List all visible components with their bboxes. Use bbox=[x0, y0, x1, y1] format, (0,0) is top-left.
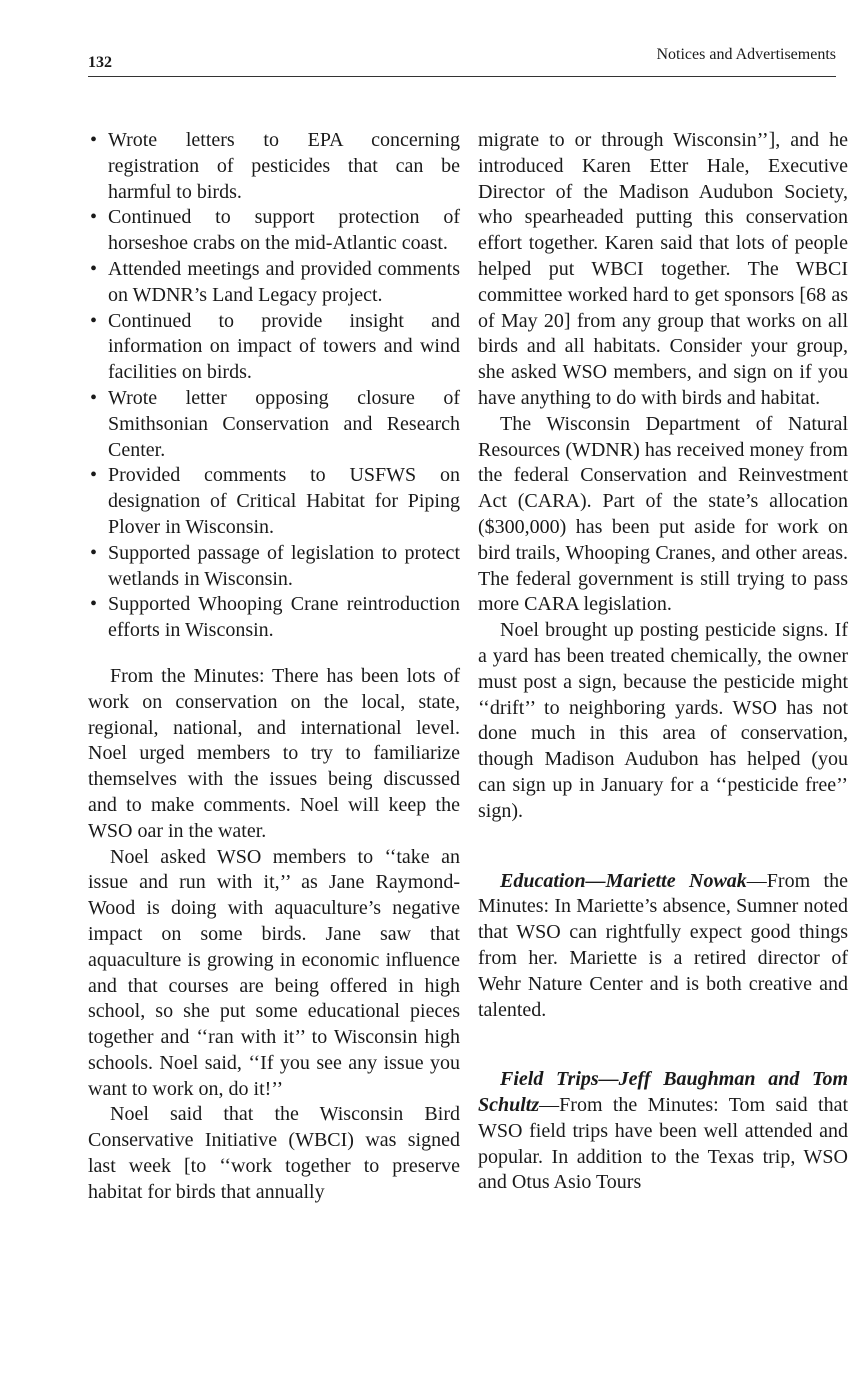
education-section bbox=[478, 869, 848, 1024]
list-item: • Attended meetings and provided comments on WDNR’s Land Legacy project. bbox=[88, 257, 460, 309]
section-text: —From the Minutes: Tom said that WSO field trips have been well attended and popular. In addition to the Texas trip, WSO and Otus Asio Tours bbox=[478, 1094, 848, 1194]
section-heading: Field Trips—Jeff Baughman and Tom Schultz bbox=[478, 1068, 848, 1117]
body-paragraph: Noel said that the Wisconsin Bird Conservative Initiative (WBCI) was signed last week [to ‘‘work together to preserve habitat for birds that annually bbox=[88, 1103, 460, 1203]
list-item: • Continued to support protection of horseshoe crabs on the mid-Atlantic coast. bbox=[88, 205, 460, 257]
running-head: Notices and Advertisements bbox=[656, 46, 836, 63]
section-text: —From the Minutes: In Mariette’s absence, Sumner noted that WSO can rightfully expect good things from her. Mariette is a retired director of Wehr Nature Center and is both creative and talented. bbox=[478, 869, 848, 1021]
conservation-activity-list bbox=[88, 128, 460, 644]
list-item: • Supported Whooping Crane reintroduction efforts in Wisconsin. bbox=[88, 592, 460, 644]
section-heading: Education—Mariette Nowak bbox=[500, 869, 747, 892]
right-column bbox=[478, 128, 848, 1196]
list-item: • Wrote letter opposing closure of Smithsonian Conservation and Research Center. bbox=[88, 386, 460, 463]
body-paragraph: From the Minutes: There has been lots of work on conservation on the local, state, regional, national, and international level. Noel urged members to try to familiarize themselves with the issues being discussed and to make comments. Noel will keep the WSO oar in the water. bbox=[88, 664, 460, 842]
field-trips-section bbox=[478, 1067, 848, 1196]
body-paragraph: Noel asked WSO members to ‘‘take an issue and run with it,’’ as Jane Raymond-Wood is doing with aquaculture’s negative impact on some birds. Jane saw that aquaculture is growing in economic influence and that courses are being offered in high school, so she put some educational pieces together and ‘‘ran with it’’ to Wisconsin high schools. Noel said, ‘‘If you see any issue you want to work on, do it!’’ bbox=[88, 845, 460, 1100]
page-number: 132 bbox=[88, 54, 112, 71]
body-paragraph: The Wisconsin Department of Natural Resources (WDNR) has received money from the federal Conservation and Reinvestment Act (CARA). Part of the state’s allocation ($300,000) has been put aside for work on bird trails, Whooping Cranes, and other areas. The federal government is still trying to pass more CARA legislation. bbox=[478, 412, 848, 616]
left-column bbox=[88, 128, 460, 1206]
page-header bbox=[88, 44, 836, 77]
list-item: • Wrote letters to EPA concerning registration of pesticides that can be harmful to birds. bbox=[88, 128, 460, 205]
list-item: • Provided comments to USFWS on designation of Critical Habitat for Piping Plover in Wisconsin. bbox=[88, 463, 460, 540]
body-paragraph: Noel brought up posting pesticide signs. If a yard has been treated chemically, the owner must post a sign, because the pesticide might ‘‘drift’’ to neighboring yards. WSO has not done much in this area of conservation, though Madison Audubon has helped (you can sign up in January for a ‘‘pesticide free’’ sign). bbox=[478, 619, 848, 822]
list-item: • Supported passage of legislation to protect wetlands in Wisconsin. bbox=[88, 541, 460, 593]
list-item: • Continued to provide insight and information on impact of towers and wind facilities on birds. bbox=[88, 309, 460, 386]
continued-paragraph: migrate to or through Wisconsin’’], and he introduced Karen Etter Hale, Executive Director of the Madison Audubon Society, who spearheaded putting this conservation effort together. Karen said that lots of people helped put WBCI together. The WBCI committee worked hard to get sponsors [68 as of May 20] from any group that works on all birds and all habitats. Consider your group, she asked WSO members, and sign on if you have anything to do with birds and habitat. bbox=[478, 129, 848, 409]
